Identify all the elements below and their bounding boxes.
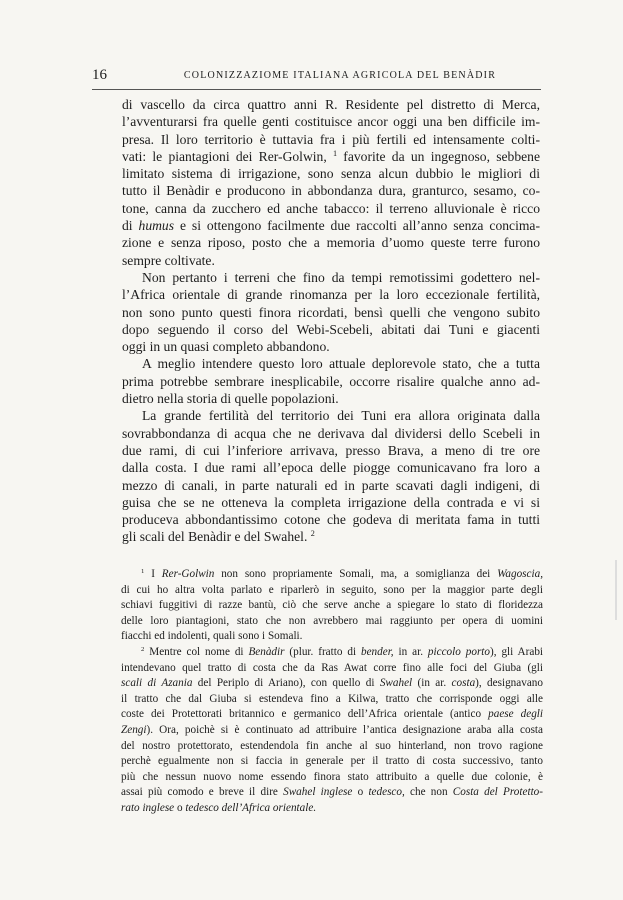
text-run: A meglio intendere questo loro attuale deplorevole stato, che a tutta: [142, 356, 540, 372]
italic-text: Costa del Protetto-: [452, 786, 543, 799]
text-run: coste dei Protettorati britannico e germanico dell’Africa orientale (antico: [121, 708, 489, 721]
italic-text: scali di Azania: [121, 677, 193, 690]
text-line: [121, 692, 543, 708]
text-run: e si ottengono facilmente due raccolti all’anno senza concima-: [174, 218, 540, 234]
italic-text: tedesco,: [368, 786, 405, 799]
text-line: [121, 629, 543, 645]
text-run: delle loro piantagioni, stato che non avrebbero mai raggiunto per opera di uomini: [121, 614, 543, 627]
text-run: I: [144, 568, 162, 580]
text-line: [122, 304, 540, 321]
text-line: [121, 707, 543, 723]
text-run: ), gli Arabi: [490, 645, 544, 658]
scan-mark: [615, 560, 617, 620]
text-run: sempre coltivate.: [122, 252, 215, 268]
text-line: [122, 407, 540, 424]
text-line: [122, 234, 540, 251]
italic-text: paese degli: [488, 708, 544, 721]
text-line: [121, 754, 543, 770]
italic-text: tedesco dell’Africa orientale.: [185, 801, 317, 814]
text-run: La grande fertilità del territorio dei Tuni era allora originata dalla: [142, 408, 540, 424]
text-line: [122, 390, 540, 407]
text-line: [122, 286, 540, 303]
paragraph: [122, 407, 540, 545]
text-run: presa. Il loro territorio è tuttavia fra i più fertili ed intensamente colti-: [122, 131, 540, 147]
text-run: vati: le piantagioni dei Rer-Golwin,: [122, 148, 333, 164]
italic-text: humus: [138, 218, 175, 234]
text-line: [121, 598, 543, 614]
text-line: [122, 321, 540, 338]
text-line: [122, 338, 540, 355]
italic-text: Wagoscia,: [497, 568, 543, 580]
text-run: di: [122, 218, 139, 234]
running-title: COLONIZZAZIOME ITALIANA AGRICOLA DEL BENÀDIR: [183, 70, 497, 81]
text-line: [122, 511, 540, 528]
text-line: [121, 785, 543, 801]
text-line: [122, 425, 540, 442]
text-run: perchè egualmente non si faccia in generale per il tratto di costa successivo, tanto: [121, 755, 543, 768]
text-run: del nostro protettorato, estendendola fin anche al suo hinterland, non trovo ragione: [121, 739, 543, 752]
italic-text: Zengi: [121, 723, 147, 736]
paragraph: [122, 96, 540, 269]
text-run: più che nessun nuovo nome essendo finora stato attribuito a quelle due colonie, è: [121, 770, 543, 783]
text-line: [122, 528, 540, 545]
text-run: (plur. fratto di: [284, 645, 361, 658]
text-run: Non pertanto i terreni che fino da tempi remotissimi godettero nel-: [142, 269, 540, 285]
text-line: [122, 200, 540, 217]
footnote-marker: 1: [141, 567, 145, 575]
text-run: tone, canna da zucchero ed anche tabacco: il terreno alluvionale è ricco: [122, 200, 540, 216]
italic-text: piccolo porto: [427, 645, 491, 658]
text-line: [122, 494, 540, 511]
footnote-marker: 2: [141, 645, 145, 653]
text-line: [122, 355, 540, 372]
text-line: [121, 676, 543, 692]
text-line: [122, 442, 540, 459]
text-run: di cui ho altra volta parlato e riparlerò in seguito, sono per la maggior parte degli: [121, 583, 543, 596]
italic-text: Benàdir: [248, 645, 285, 658]
italic-text: Swahel inglese: [283, 786, 353, 799]
italic-text: Rer-Golwin: [161, 568, 215, 580]
italic-text: bender,: [360, 645, 394, 658]
text-line: [122, 113, 540, 130]
text-line: [122, 131, 540, 148]
text-line: [122, 477, 540, 494]
text-run: mezzo di canali, in parte naturali ed in parte scavati dagli indigeni, di: [122, 477, 540, 493]
text-line: [121, 723, 543, 739]
text-run: Mentre col nome di: [144, 645, 249, 658]
italic-text: rato inglese: [121, 801, 175, 814]
header-rule: [92, 89, 541, 90]
text-run: non sono punto questi finora ricordati, bensì quelli che vengono subito: [122, 304, 540, 320]
text-line: [121, 583, 543, 599]
text-run: il tratto che dal Giuba si estendeva fino a Kilwa, tratto che corrisponde oggi alle: [121, 692, 543, 705]
footnote: [121, 645, 543, 817]
italic-text: costa: [451, 677, 476, 690]
text-run: limitato sistema di irrigazione, sono senza alcun dubbio le migliori di: [122, 166, 540, 182]
text-run: oggi in un quasi completo abbandono.: [122, 339, 330, 355]
text-run: guisa che se ne otteneva la completa irrigazione della contrada e vi si: [122, 494, 540, 510]
text-run: dopo seguendo il corso del Webi-Scebeli, abitati dai Tuni e giacenti: [122, 321, 540, 337]
text-run: di vascello da circa quattro anni R. Residente pel distretto di Merca,: [122, 97, 540, 112]
text-line: [121, 801, 543, 817]
text-line: [122, 269, 540, 286]
text-line: [121, 645, 543, 661]
italic-text: Swahel: [379, 677, 413, 690]
text-run: zione e senza riposo, posto che a memoria d’uomo queste terre furono: [122, 235, 540, 251]
text-run: tutto il Benàdir e producono in abbondanza dura, granturco, sesamo, co-: [122, 183, 540, 199]
paragraph: [122, 269, 540, 355]
text-run: l’Africa orientale di grande rinomanza per la loro eccezionale fertilità,: [122, 287, 540, 303]
text-line: [122, 148, 540, 165]
text-run: non sono propriamente Somali, ma, a somiglianza dei: [214, 568, 498, 580]
text-run: assai più comodo e breve il dire: [121, 786, 284, 799]
text-run: dietro nella storia di quelle popolazioni.: [122, 391, 339, 407]
page-number: 16: [92, 67, 107, 83]
text-run: schiavi fuggitivi di razze bantù, ciò che serve anche a spiegare lo stato di floridezza: [121, 599, 543, 612]
text-run: due rami, di cui l’inferiore arrivava, presso Brava, a meno di tre ore: [122, 442, 540, 458]
footnote-marker: 1: [332, 149, 338, 158]
text-line: [122, 459, 540, 476]
text-run: che non: [404, 786, 453, 799]
text-run: ). Ora, poichè si è continuato ad attribuire l’antica designazione araba alla costa: [146, 723, 543, 736]
text-run: (in ar.: [412, 677, 452, 690]
text-run: prima potrebbe sembrare inesplicabile, occorre risalire qualche anno ad-: [122, 373, 540, 389]
text-run: o: [174, 801, 186, 814]
body-text: [122, 96, 540, 546]
text-run: dalla costa. I due rami all’epoca delle piogge comunicavano fra loro a: [122, 460, 540, 476]
text-line: [122, 217, 540, 234]
footnotes: [121, 567, 543, 817]
text-run: l’avventurarsi fra quelle genti costituisce ancor oggi una ben difficile im-: [122, 114, 540, 130]
footnote-marker: 2: [310, 529, 315, 539]
paragraph: [122, 355, 540, 407]
text-run: ), designavano: [475, 677, 543, 690]
text-line: [122, 373, 540, 390]
text-line: [122, 96, 540, 113]
text-run: o: [352, 786, 369, 799]
text-run: favorite da un ingegnoso, sebbene: [337, 148, 540, 164]
text-run: produceva abbondantissimo cotone che godeva di meritata fama in tutti: [122, 512, 540, 528]
text-line: [122, 252, 540, 269]
text-line: [121, 661, 543, 677]
text-line: [122, 165, 540, 182]
text-line: [121, 567, 543, 583]
text-run: fiacchi ed indolenti, quali sono i Somali.: [121, 630, 303, 643]
text-line: [121, 770, 543, 786]
text-run: del Periplo di Ariano), con quello di: [192, 677, 380, 690]
text-run: intendevano quel tratto di costa che da Ras Awat corre fino alle foci del Giuba (gli: [121, 661, 543, 674]
text-run: in ar.: [393, 645, 428, 658]
text-line: [122, 182, 540, 199]
text-run: gli scali del Benàdir e del Swahel.: [122, 529, 311, 545]
text-line: [121, 614, 543, 630]
text-line: [121, 739, 543, 755]
footnote: [121, 567, 543, 645]
text-run: sovrabbondanza di acqua che ne derivava dal dividersi dello Scebeli in: [122, 425, 540, 441]
